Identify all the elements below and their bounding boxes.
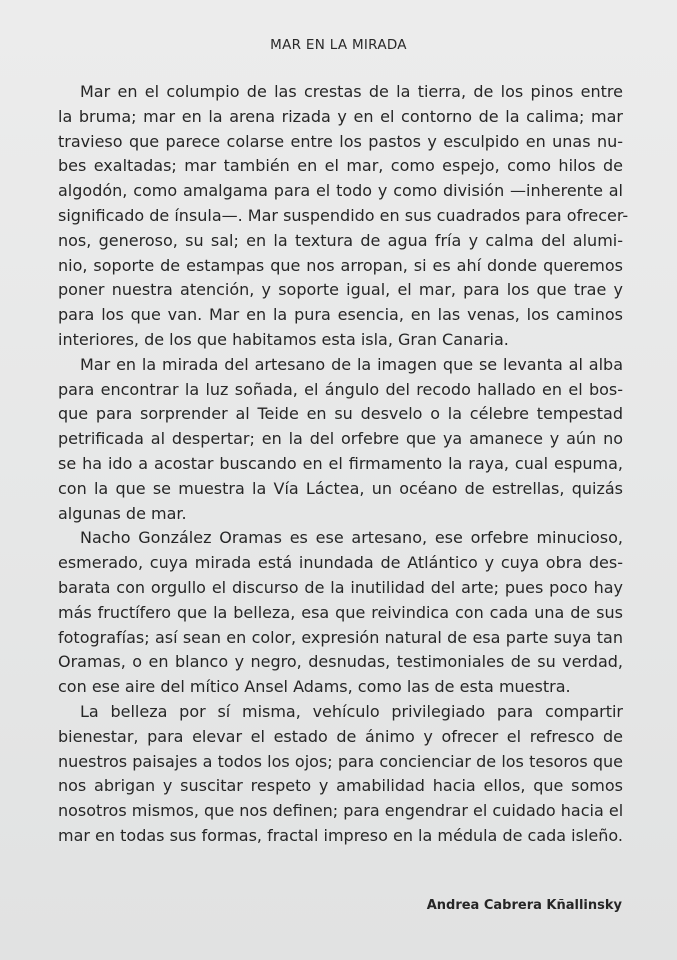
paragraph-line: para encontrar la luz soñada, el ángulo del recodo hallado en el bos-	[58, 379, 623, 399]
paragraph-line: que para sorprender al Teide en su desvelo o la célebre tempestad	[58, 404, 623, 424]
paragraph-line: para los que van. Mar en la pura esencia, en las venas, los caminos	[58, 305, 623, 325]
document-body	[58, 80, 629, 849]
paragraph-line: mar en todas sus formas, fractal impreso en la médula de cada isleño.	[58, 825, 623, 845]
paragraph-line: travieso que parece colarse entre los pastos y esculpido en unas nu-	[58, 131, 623, 151]
paragraph-line: esmerado, cuya mirada está inundada de Atlántico y cuya obra des-	[58, 553, 623, 573]
paragraph-line: algunas de mar.	[58, 503, 187, 523]
paragraph-4	[58, 700, 623, 849]
paragraph-line: Oramas, o en blanco y negro, desnudas, testimoniales de su verdad,	[58, 652, 623, 672]
paragraph-line: poner nuestra atención, y soporte igual, el mar, para los que trae y	[58, 280, 623, 300]
paragraph-line: petrificada al despertar; en la del orfebre que ya amanece y aún no	[58, 429, 623, 449]
paragraph-line: la bruma; mar en la arena rizada y en el contorno de la calima; mar	[58, 106, 623, 126]
document-title: MAR EN LA MIRADA	[270, 37, 407, 53]
paragraph-line: Mar en el columpio de las crestas de la tierra, de los pinos entre	[80, 82, 623, 101]
paragraph-line: algodón, como amalgama para el todo y como división —inherente al	[58, 181, 623, 201]
paragraph-line: nio, soporte de estampas que nos arropan, si es ahí donde queremos	[58, 255, 623, 275]
paragraph-line: Nacho González Oramas es ese artesano, ese orfebre minucioso,	[80, 528, 623, 548]
paragraph-line: significado de ínsula—. Mar suspendido en sus cuadrados para ofrecer-	[58, 205, 629, 225]
paragraph-line: más fructífero que la belleza, esa que reivindica con cada una de sus	[58, 602, 623, 622]
paragraph-line: La belleza por sí misma, vehículo privilegiado para compartir	[80, 701, 623, 721]
paragraph-3	[58, 526, 623, 700]
paragraph-line: bienestar, para elevar el estado de ánimo y ofrecer el refresco de	[58, 726, 623, 746]
paragraph-line: con ese aire del mítico Ansel Adams, como las de esta muestra.	[58, 677, 571, 697]
paragraph-line: nuestros paisajes a todos los ojos; para concienciar de los tesoros que	[58, 751, 623, 771]
paragraph-1	[58, 80, 629, 353]
paragraph-line: nosotros mismos, que nos definen; para engendrar el cuidado hacia el	[58, 801, 624, 821]
paragraph-line: Mar en la mirada del artesano de la imagen que se levanta al alba	[80, 354, 623, 374]
paragraph-line: barata con orgullo el discurso de la inutilidad del arte; pues poco hay	[58, 577, 623, 597]
paragraph-2	[58, 353, 623, 527]
paragraph-line: bes exaltadas; mar también en el mar, como espejo, como hilos de	[58, 156, 623, 176]
paragraph-line: con la que se muestra la Vía Láctea, un océano de estrellas, quizás	[58, 478, 623, 498]
paragraph-line: nos abrigan y suscitar respeto y amabilidad hacia ellos, que somos	[58, 776, 623, 796]
paragraph-line: se ha ido a acostar buscando en el firmamento la raya, cual espuma,	[58, 453, 623, 473]
author-signature: Andrea Cabrera Kñallinsky	[426, 898, 622, 913]
paragraph-line: interiores, de los que habitamos esta isla, Gran Canaria.	[58, 329, 509, 349]
paragraph-line: nos, generoso, su sal; en la textura de agua fría y calma del alumi-	[58, 230, 623, 250]
paragraph-line: fotografías; así sean en color, expresión natural de esa parte suya tan	[58, 627, 623, 647]
